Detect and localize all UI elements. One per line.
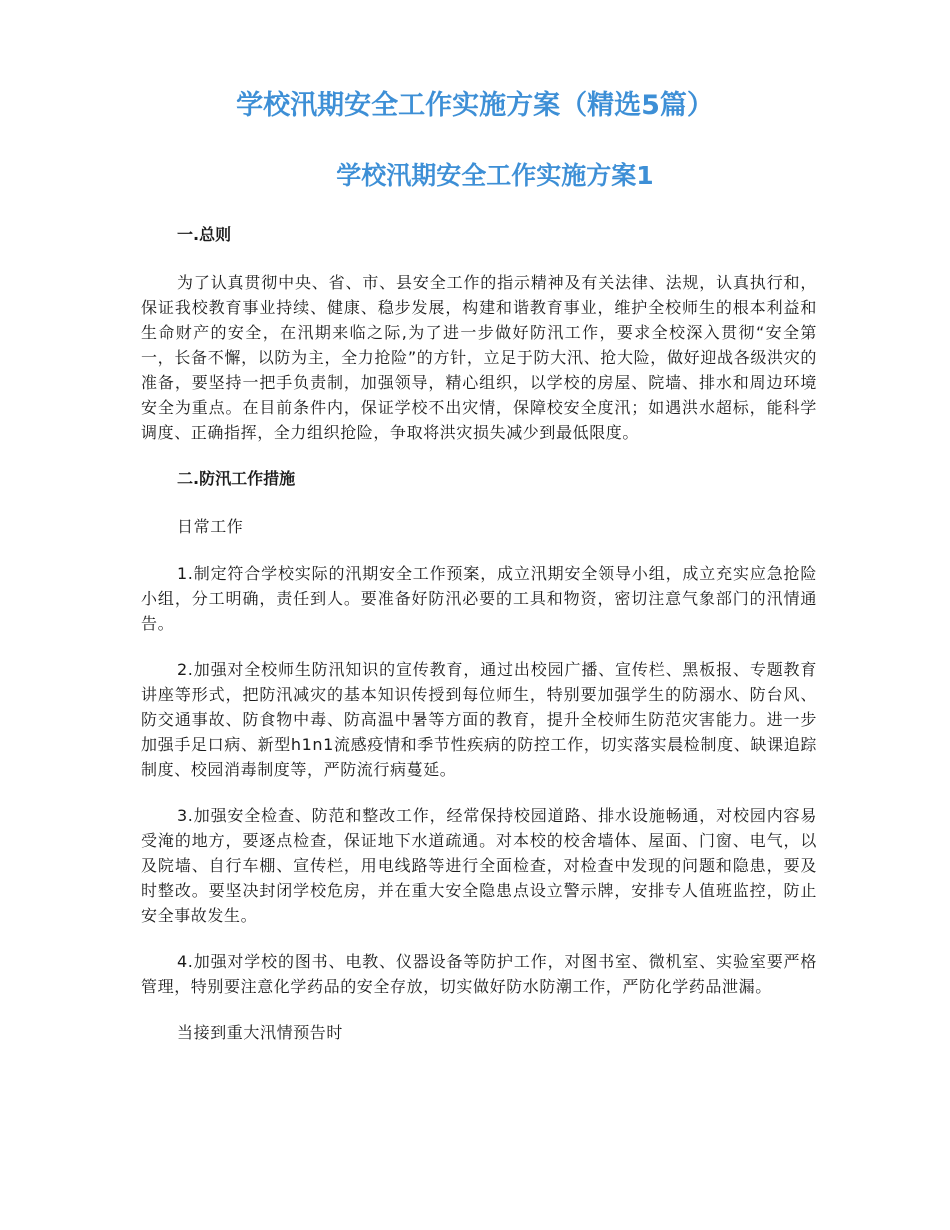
subheading-daily-work: 日常工作 <box>177 517 244 536</box>
section-heading-measures: 二.防汛工作措施 <box>177 469 296 488</box>
measure-item: 1.制定符合学校实际的汛期安全工作预案，成立汛期安全领导小组，成立充实应急抢险小组，分工明确，责任到人。要准备好防汛必要的工具和物资，密切注意气象部门的汛情通告。 <box>141 564 817 633</box>
document-title: 学校汛期安全工作实施方案（精选5篇） <box>236 90 714 121</box>
section-paragraph-general: 为了认真贯彻中央、省、市、县安全工作的指示精神及有关法律、法规，认真执行和，保证我校教育事业持续、健康、稳步发展，构建和谐教育事业，维护全校师生的根本利益和生命财产的安全，在汛期来临之际,为了进一步做好防汛工作，要求全校深入贯彻“安全第一，长备不懈，以防为主，全力抢险”的方针，立足于防大汛、抢大险，做好迎战各级洪灾的准备，要坚持一把手负责制，加强领导，精心组织，以学校的房屋、院墙、排水和周边环境安全为重点。在目前条件内，保证学校不出灾情，保障校安全度汛；如遇洪水超标，能科学调度、正确指挥，全力组织抢险，争取将洪灾损失减少到最低限度。 <box>141 273 817 442</box>
subheading-major-flood-warning: 当接到重大汛情预告时 <box>177 1023 344 1042</box>
section-heading-general: 一.总则 <box>177 225 232 244</box>
measure-item: 3.加强安全检查、防范和整改工作，经常保持校园道路、排水设施畅通，对校园内容易受淹的地方，要逐点检查，保证地下水道疏通。对本校的校舍墙体、屋面、门窗、电气，以及院墙、自行车棚、宣传栏，用电线路等进行全面检查，对检查中发现的问题和隐患，要及时整改。要坚决封闭学校危房，并在重大安全隐患点设立警示牌，安排专人值班监控，防止安全事故发生。 <box>141 806 817 925</box>
measure-item: 4.加强对学校的图书、电教、仪器设备等防护工作，对图书室、微机室、实验室要严格管理，特别要注意化学药品的安全存放，切实做好防水防潮工作，严防化学药品泄漏。 <box>141 952 817 996</box>
document-body <box>141 222 817 1067</box>
measure-item: 2.加强对全校师生防汛知识的宣传教育，通过出校园广播、宣传栏、黑板报、专题教育讲座等形式，把防汛减灾的基本知识传授到每位师生，特别要加强学生的防溺水、防台风、防交通事故、防食物中毒、防高温中暑等方面的教育，提升全校师生防范灾害能力。进一步加强手足口病、新型h1n1流感疫情和季节性疾病的防控工作，切实落实晨检制度、缺课追踪制度、校园消毒制度等，严防流行病蔓延。 <box>141 660 817 779</box>
document-subtitle: 学校汛期安全工作实施方案1 <box>336 161 654 190</box>
